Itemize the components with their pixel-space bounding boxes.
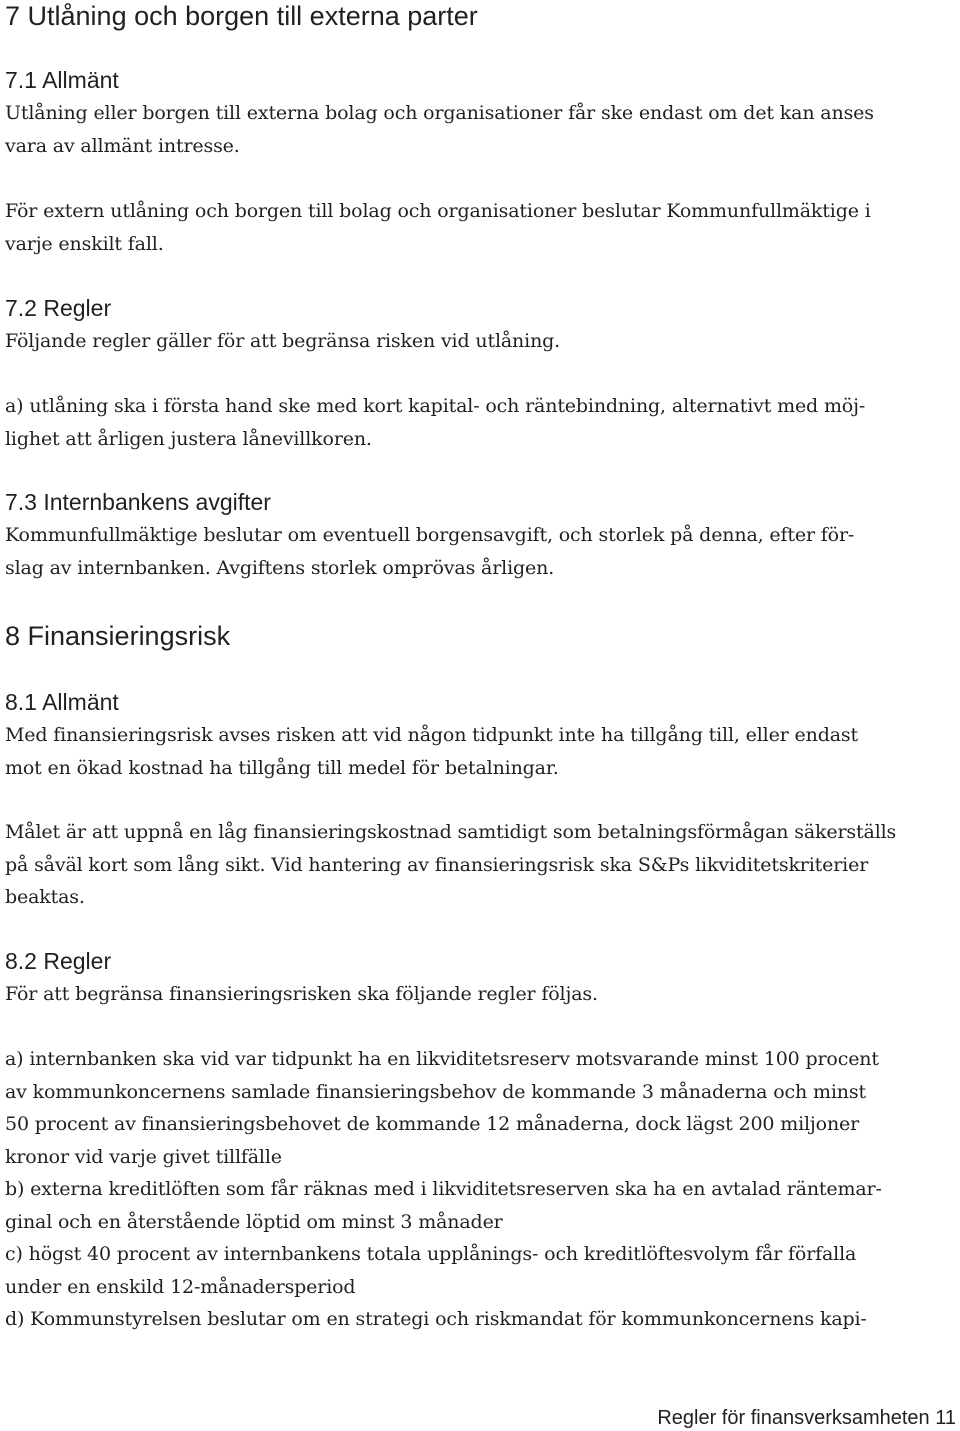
section-7-title: 7 Utlåning och borgen till externa parter — [5, 1, 478, 31]
list-line: d) Kommunstyrelsen beslutar om en strategi och riskmandat för kommunkoncernens kapi- — [5, 1308, 867, 1330]
list-line: a) internbanken ska vid var tidpunkt ha en likviditetsreserv motsvarande minst 100 procent — [5, 1048, 879, 1070]
section-7-2-paragraph-1: Följande regler gäller för att begränsa risken vid utlåning. — [5, 330, 561, 352]
list-line: b) externa kreditlöften som får räknas med i likviditetsreserven ska ha en avtalad räntemar- — [5, 1178, 882, 1200]
section-8-1-paragraph-2: Målet är att uppnå en låg finansieringskostnad samtidigt som betalningsförmågan säkerställs på såväl kort som lång sikt. Vid hantering av finansieringsrisk ska S&Ps likviditetskriterier beaktas. — [5, 821, 897, 908]
list-line: ginal och en återstående löptid om minst 3 månader — [5, 1210, 503, 1233]
section-8-2-paragraph-1: För att begränsa finansieringsrisken ska följande regler följas. — [5, 983, 598, 1005]
list-line: av kommunkoncernens samlade finansieringsbehov de kommande 3 månaderna och minst — [5, 1080, 866, 1103]
list-line: kronor vid varje givet tillfälle — [5, 1145, 282, 1168]
list-line: c) högst 40 procent av internbankens totala upplånings- och kreditlöftesvolym får förfalla — [5, 1243, 857, 1265]
section-7-1-paragraph-2: För extern utlåning och borgen till bolag och organisationer beslutar Kommunfullmäktige i varje enskilt fall. — [5, 200, 871, 255]
section-7-1-heading: 7.1 Allmänt — [5, 67, 119, 93]
section-8-title: 8 Finansieringsrisk — [5, 621, 231, 651]
section-7-1-paragraph-1: Utlåning eller borgen till externa bolag och organisationer får ske endast om det kan anses vara av allmänt intresse. — [5, 102, 874, 157]
list-line: 50 procent av finansieringsbehovet de kommande 12 månaderna, dock lägst 200 miljoner — [5, 1113, 860, 1135]
section-7-2-heading: 7.2 Regler — [5, 295, 112, 321]
list-line: under en enskild 12-månadersperiod — [5, 1275, 356, 1298]
section-8-1-heading: 8.1 Allmänt — [5, 689, 119, 715]
section-8-2-rules-list — [5, 1043, 957, 1336]
section-8-1-paragraph-1: Med finansieringsrisk avses risken att vid någon tidpunkt inte ha tillgång till, eller endast mot en ökad kostnad ha tillgång till medel för betalningar. — [5, 724, 858, 779]
section-7-2-paragraph-2: a) utlåning ska i första hand ske med kort kapital- och räntebindning, alternativt med möj- lighet att årligen justera lånevillkoren. — [5, 395, 866, 450]
page-footer: Regler för finansverksamheten 11 — [657, 1407, 956, 1429]
section-7-3-paragraph-1: Kommunfullmäktige beslutar om eventuell borgensavgift, och storlek på denna, efter för- slag av internbanken. Avgiftens storlek omprövas årligen. — [5, 524, 855, 579]
section-7-3-heading: 7.3 Internbankens avgifter — [5, 489, 271, 515]
section-8-2-heading: 8.2 Regler — [5, 948, 112, 974]
